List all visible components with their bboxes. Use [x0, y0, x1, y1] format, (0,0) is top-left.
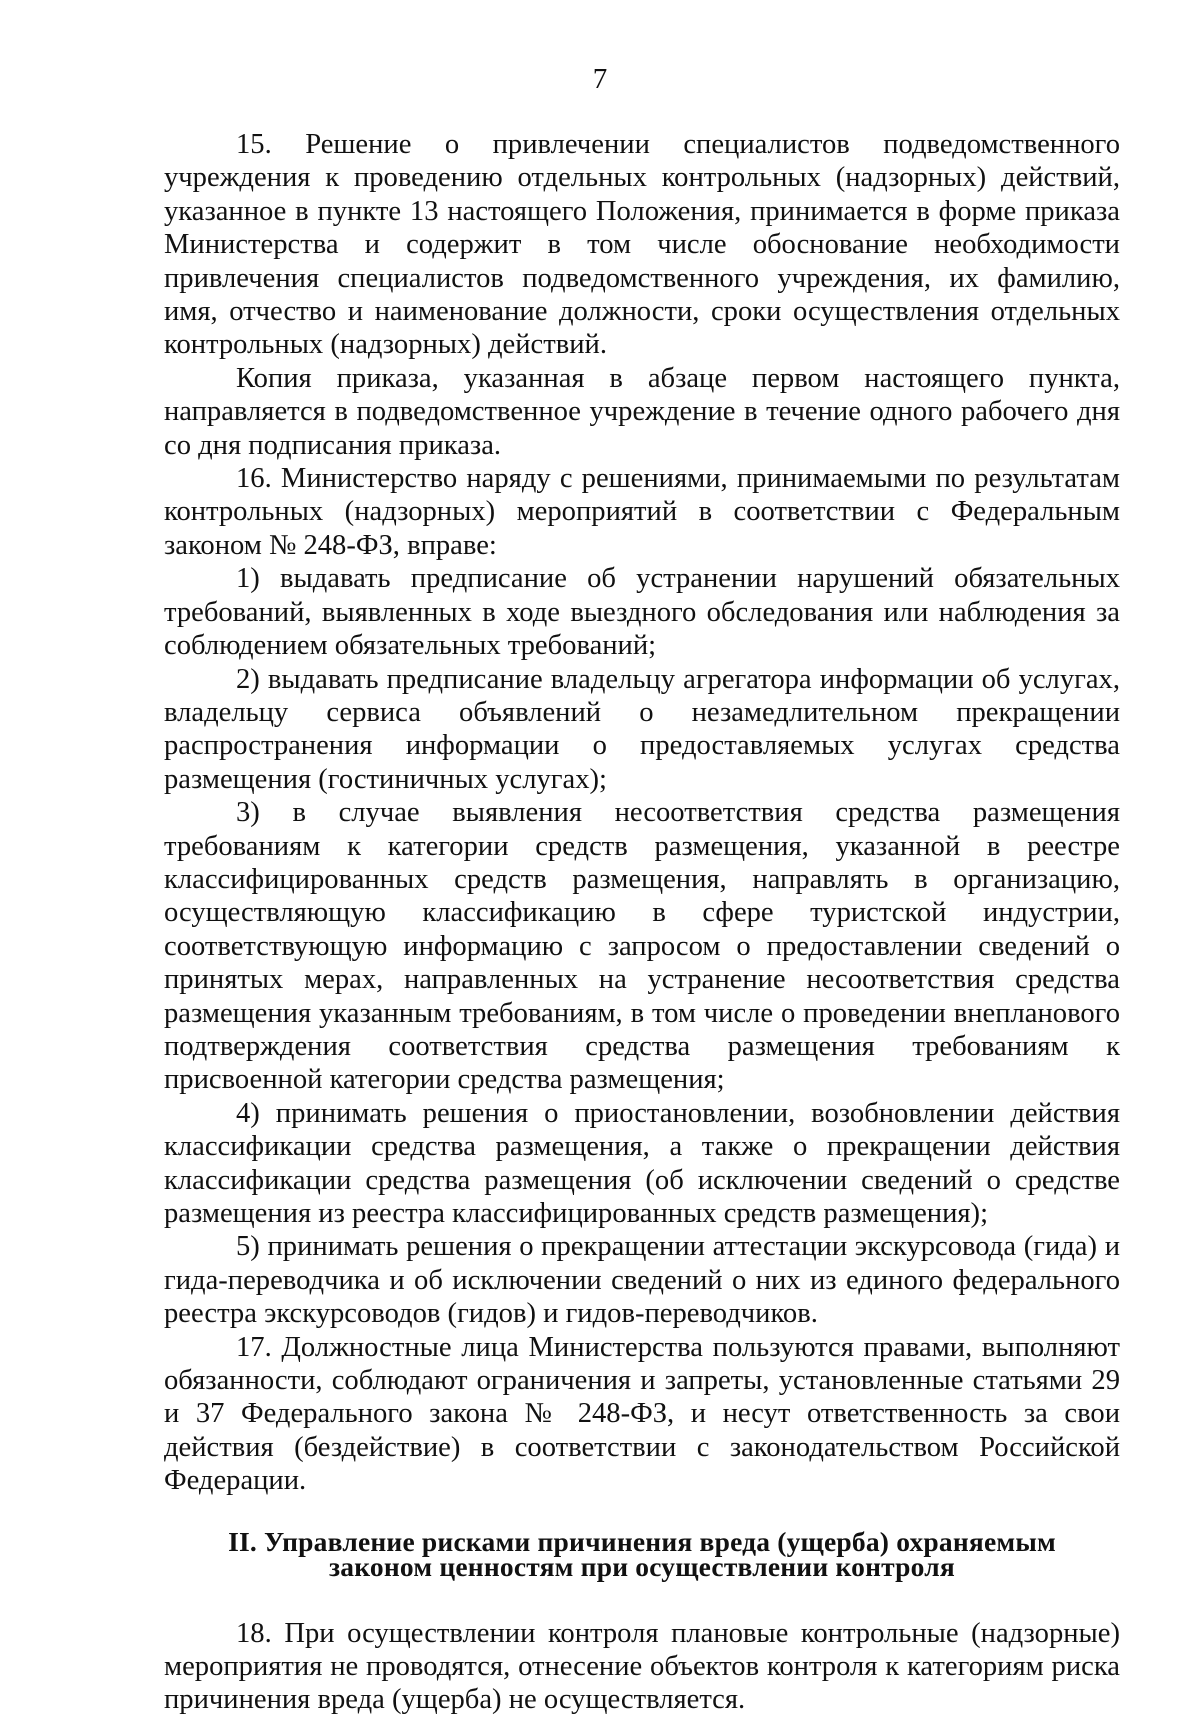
list-item-2: 2) выдавать предписание владельцу агрегатора информации об услугах, владельцу сервиса объявлений о незамедлительном прекращении распространения информации о предоставляемых услугах средства размещения (гостиничных услугах); — [164, 663, 1120, 795]
paragraph-order-copy: Копия приказа, указанная в абзаце первом настоящего пункта, направляется в подведомственное учреждение в течение одного рабочего дня со дня подписания приказа. — [164, 362, 1120, 461]
paragraph-17: 17. Должностные лица Министерства пользуются правами, выполняют обязанности, соблюдают ограничения и запреты, установленные статьями 29 и 37 Федерального закона № 248-ФЗ, и несут ответственность за свои действия (бездействие) в соответствии с законодательством Российской Федерации. — [164, 1331, 1120, 1497]
section-heading: II. Управление рисками причинения вреда (ущерба) охраняемым законом ценностям при осуществлении контроля — [228, 1525, 1056, 1582]
page-number: 7 — [592, 63, 608, 95]
list-item-4: 4) принимать решения о приостановлении, возобновлении действия классификации средства размещения, а также о прекращении действия классификации средства размещения (об исключении сведений о средстве размещения из реестра классифицированных средств размещения); — [164, 1097, 1120, 1229]
list-item-5: 5) принимать решения о прекращении аттестации экскурсовода (гида) и гида-переводчика и об исключении сведений о них из единого федерального реестра экскурсоводов (гидов) и гидов-переводчиков. — [164, 1231, 1120, 1330]
document-body — [164, 128, 1120, 1717]
paragraph-15: 15. Решение о привлечении специалистов подведомственного учреждения к проведению отдельных контрольных (надзорных) действий, указанное в пункте 13 настоящего Положения, принимается в форме приказа Министерства и содержит в том числе обоснование необходимости привлечения специалистов подведомственного учреждения, их фамилию, имя, отчество и наименование должности, сроки осуществления отдельных контрольных (надзорных) действий. — [164, 129, 1120, 361]
paragraph-16: 16. Министерство наряду с решениями, принимаемыми по результатам контрольных (надзорных) мероприятий в соответствии с Федеральным законом № 248-ФЗ, вправе: — [164, 463, 1120, 561]
list-item-3: 3) в случае выявления несоответствия средства размещения требованиям к категории средств размещения, указанной в реестре классифицированных средств размещения, направлять в организацию, осуществляющую классификацию в сфере туристской индустрии, соответствующую информацию с запросом о предоставлении сведений о принятых мерах, направленных на устранение несоответствия средства размещения указанным требованиям, в том числе о проведении внепланового подтверждения соответствия средства размещения требованиям к присвоенной категории средства размещения; — [164, 797, 1120, 1096]
list-item-1: 1) выдавать предписание об устранении нарушений обязательных требований, выявленных в ходе выездного обследования или наблюдения за соблюдением обязательных требований; — [164, 563, 1120, 662]
paragraph-18: 18. При осуществлении контроля плановые контрольные (надзорные) мероприятия не проводятся, отнесение объектов контроля к категориям риска причинения вреда (ущерба) не осуществляется. — [164, 1617, 1120, 1716]
